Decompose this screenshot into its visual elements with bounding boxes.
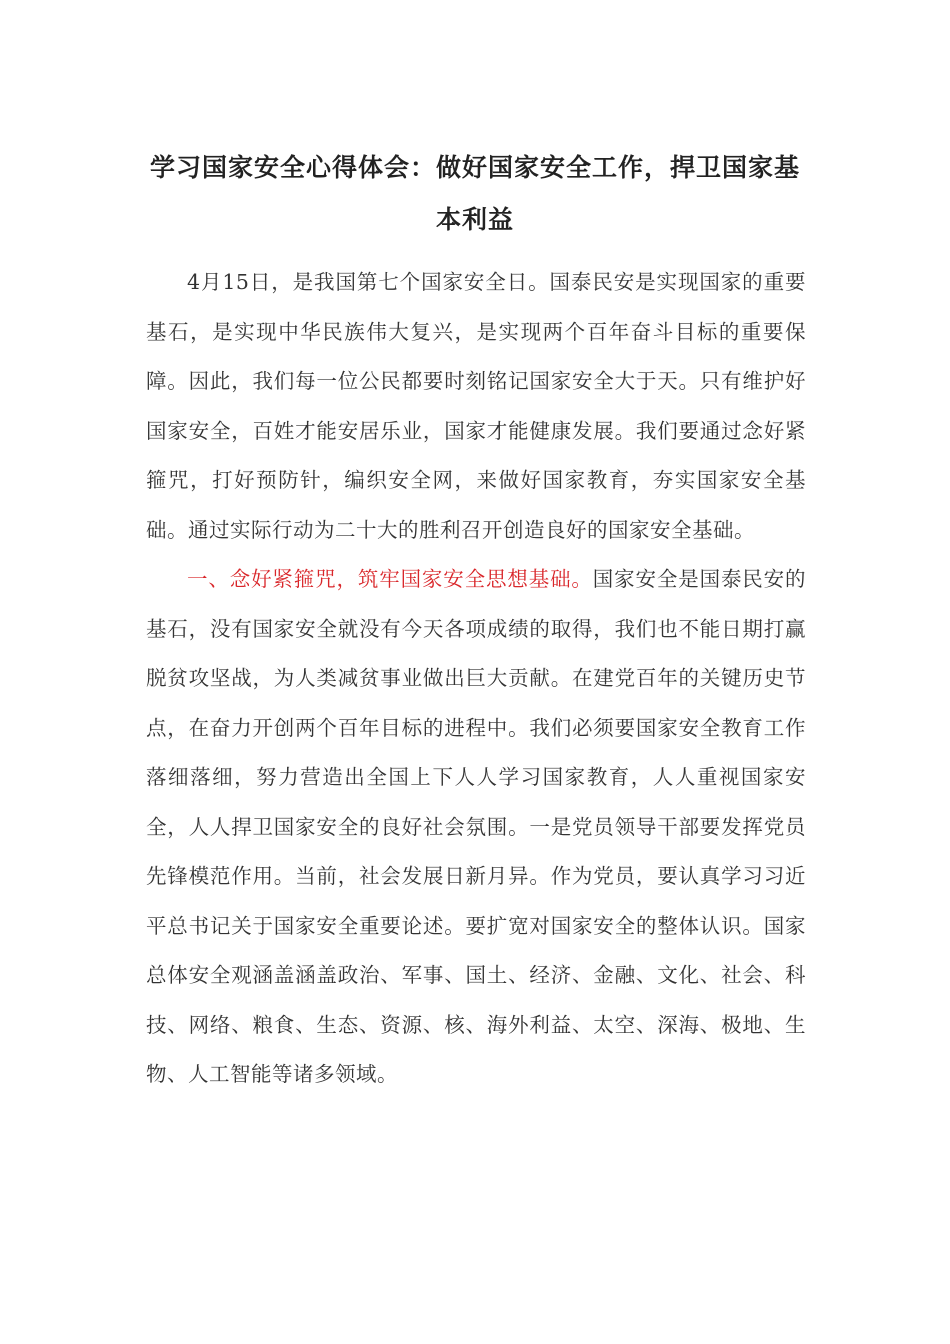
paragraph-section-one-text: 国家安全是国泰民安的基石，没有国家安全就没有今天各项成绩的取得，我们也不能日期打赢脱贫攻坚战，为人类减贫事业做出巨大贡献。在建党百年的关键历史节点，在奋力开创两个百年目标的进程中。我们必须要国家安全教育工作落细落细，努力营造出全国上下人人学习国家教育，人人重视国家安全，人人捍卫国家安全的良好社会氛围。一是党员领导干部要发挥党员先锋模范作用。当前，社会发展日新月异。作为党员，要认真学习习近平总书记关于国家安全重要论述。要扩宽对国家安全的整体认识。国家总体安全观涵盖涵盖政治、军事、国土、经济、金融、文化、社会、科技、网络、粮食、生态、资源、核、海外利益、太空、深海、极地、生物、人工智能等诸多领域。 xyxy=(146,567,807,1086)
section-one-heading: 一、念好紧箍咒，筑牢国家安全思想基础。 xyxy=(187,567,593,591)
document-title: 学习国家安全心得体会：做好国家安全工作，捍卫国家基本利益 xyxy=(149,153,800,234)
paragraph-intro-text: 4月15日，是我国第七个国家安全日。国泰民安是实现国家的重要基石，是实现中华民族伟大复兴，是实现两个百年奋斗目标的重要保障。因此，我们每一位公民都要时刻铭记国家安全大于天。只有维护好国家安全，百姓才能安居乐业，国家才能健康发展。我们要通过念好紧箍咒，打好预防针，编织安全网，来做好国家教育，夯实国家安全基础。通过实际行动为二十大的胜利召开创造良好的国家安全基础。 xyxy=(146,270,806,542)
paragraph-intro xyxy=(146,258,806,555)
paragraph-section-one xyxy=(146,555,806,1100)
document-body xyxy=(146,258,806,1100)
